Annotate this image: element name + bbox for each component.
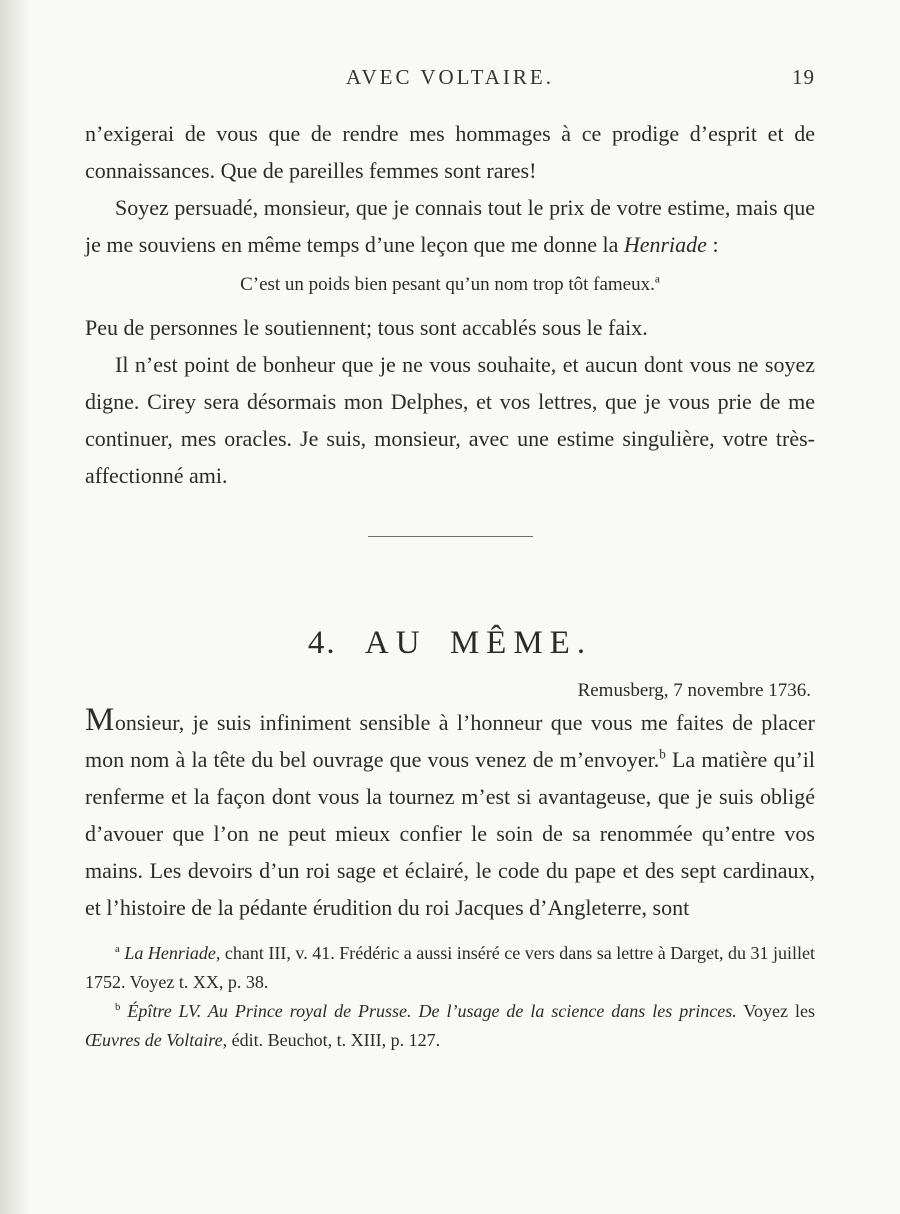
running-header [85, 64, 815, 90]
verse-quotation: C’est un poids bien pesant qu’un nom trop tôt fameux.$^a$ [240, 273, 660, 295]
paragraph: Soyez persuadé, monsieur, que je connais tout le prix de votre estime, mais que je me souviens en même temps d’une leçon que me donne la Henriade : [85, 195, 815, 257]
paragraph-continuation: n’exigerai de vous que de rendre mes hommages à ce prodige d’esprit et de connaissances. Que de pareilles femmes sont rares! [85, 121, 815, 183]
dateline: Remusberg, 7 novembre 1736. [577, 680, 811, 701]
page-number: 19 [792, 65, 815, 89]
footnotes-block [85, 939, 815, 1055]
paragraph: Peu de personnes le soutiennent; tous sont accablés sous le faix. [85, 315, 648, 340]
paragraph: Il n’est point de bonheur que je ne vous souhaite, et aucun dont vous ne soyez digne. Cirey sera désormais mon Delphes, et vos lettres, que je vous prie de me continuer, mes oracles. Je suis, monsieur, avec une estime singulière, votre très-affectionné ami. [85, 352, 815, 488]
running-title: AVEC VOLTAIRE. [346, 65, 554, 89]
letter-body-text: onsieur, je suis infiniment sensible à l’honneur que vous me faites de placer mon nom à la tête du bel ouvrage que vous venez de m’envoyer.$^b$ La matière qu’il renferme et la façon dont vous la tournez m’est si avantageuse, que je suis obligé d’avouer que l’on ne peut mieux confier le soin de sa renommée qu’entre vos mains. Les devoirs d’un roi sage et éclairé, le code du pape et des sept cardinaux, et l’histoire de la pédante érudition du roi Jacques d’Angleterre, sont [85, 710, 815, 920]
letter-title: AU MÊME. [364, 625, 593, 661]
letter-number: 4. [307, 625, 337, 661]
letter-body-paragraph [85, 704, 815, 926]
footnote-b: $^b$ Épître LV. Au Prince royal de Prusse. De l’usage de la science dans les princes. Voyez les Œuvres de Voltaire, édit. Beuchot, t. XIII, p. 127. [85, 1001, 816, 1050]
initial-capital: M [85, 702, 115, 738]
letter-heading [85, 623, 815, 663]
section-divider-rule [368, 536, 533, 537]
footnote-a: $^a$ La Henriade, chant III, v. 41. Frédéric a aussi inséré ce vers dans sa lettre à Darget, du 31 juillet 1752. Voyez t. XX, p. 38. [85, 943, 815, 992]
